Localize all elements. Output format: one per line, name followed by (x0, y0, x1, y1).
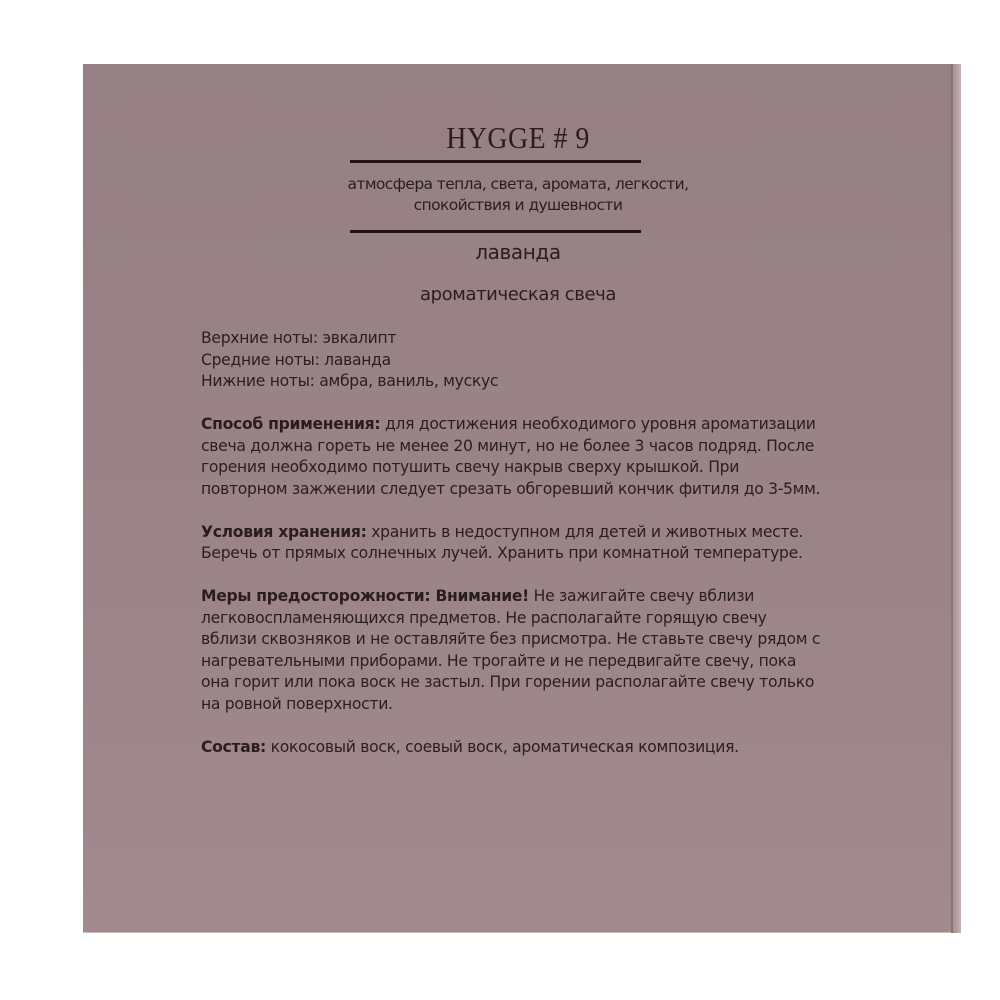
base-notes: Нижние ноты: амбра, ваниль, мускус (201, 372, 499, 390)
storage-section (201, 522, 821, 565)
precautions-section (201, 586, 821, 715)
storage-text: хранить в недоступном для детей и животных месте. Беречь от прямых солнечных лучей. Хранить при комнатной температуре. (201, 522, 804, 562)
tagline (83, 174, 953, 216)
usage-text: для достижения необходимого уровня ароматизации свеча должна гореть не менее 20 минут, но не более 3 часов подряд. После горения необходимо потушить свечу накрыв сверху крышкой. При повторном зажжении следует срезать обгоревший кончик фитиля до 3-5мм. (201, 415, 821, 498)
product-type: ароматическая свеча (420, 284, 616, 305)
scent-name: лаванда (475, 240, 561, 264)
usage-section (201, 414, 821, 500)
storage-label: Условия хранения: (201, 522, 367, 541)
top-divider (350, 160, 641, 163)
box-side-edge (953, 64, 961, 933)
composition-text: кокосовый воск, соевый воск, ароматическая композиция. (265, 737, 739, 756)
candle-box-back-panel (83, 64, 953, 933)
precautions-label: Меры предосторожности: Внимание! (201, 587, 529, 605)
middle-notes: Средние ноты: лаванда (201, 350, 391, 369)
precautions-text: Не зажигайте свечу вблизи легковоспламеняющихся предметов. Не располагайте горящую свечу вблизи сквозняков и не оставляйте без присмотра. Не ставьте свечу рядом с нагревательными приборами. Не трогайте и не передвигайте свечу, пока она горит или пока воск не застыл. При горении располагайте свечу только на ровной поверхности. (201, 587, 821, 713)
product-title: HYGGE # 9 (446, 120, 590, 155)
fragrance-notes (201, 328, 821, 393)
bottom-divider (350, 230, 641, 233)
tagline-line-2: спокойствия и душевности (413, 196, 623, 214)
composition-label: Состав: (201, 737, 266, 756)
usage-label: Способ применения: (201, 415, 381, 433)
tagline-line-1: атмосфера тепла, света, аромата, легкости, (347, 175, 689, 193)
description-block (201, 328, 821, 758)
top-notes: Верхние ноты: эвкалипт (201, 329, 397, 347)
composition-section (201, 737, 821, 759)
